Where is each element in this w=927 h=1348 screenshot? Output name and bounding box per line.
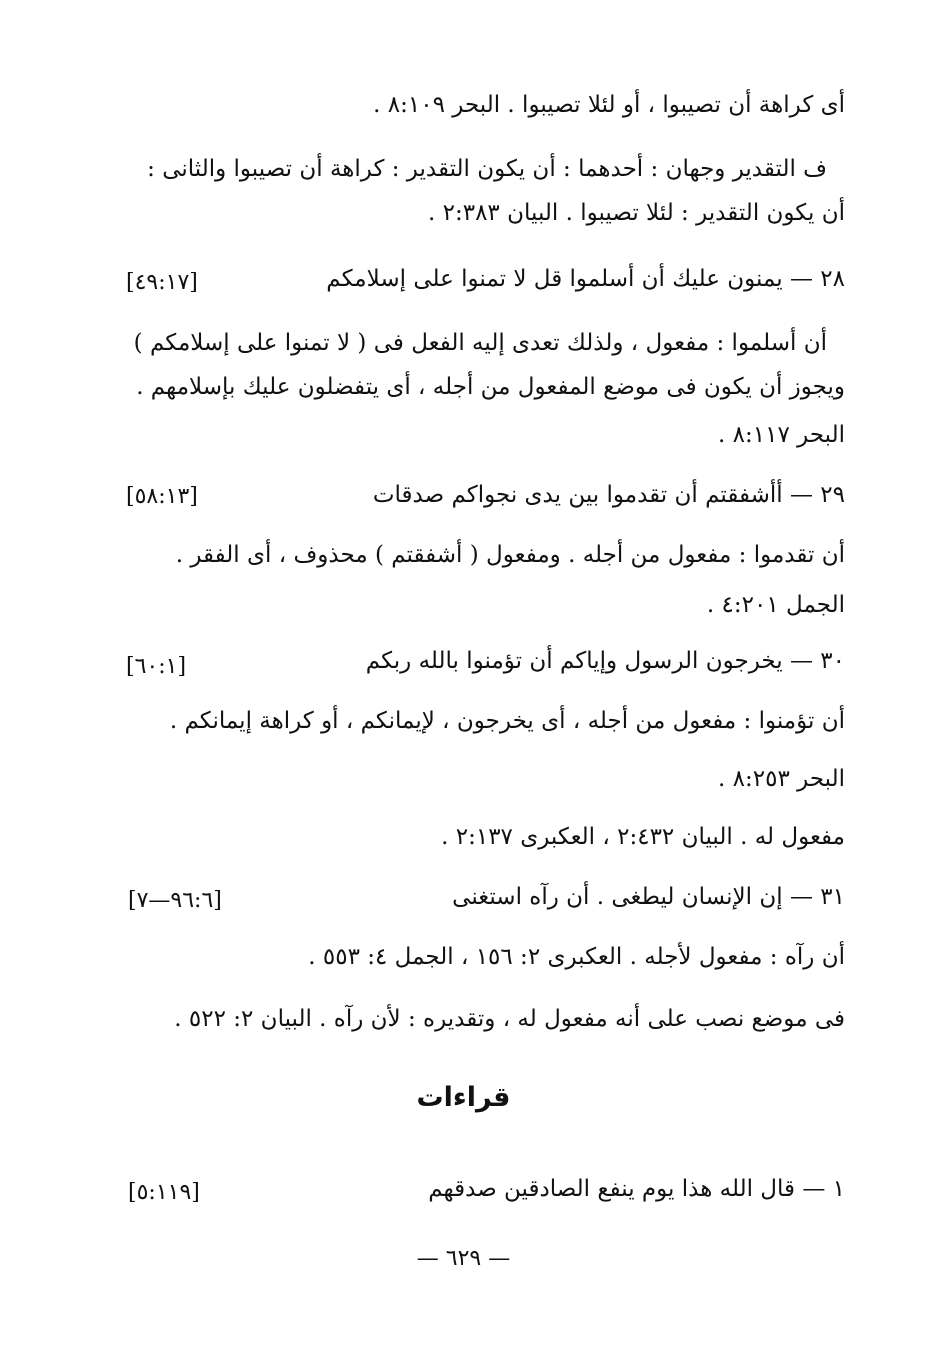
text-line: فى موضع نصب على أنه مفعول له ، وتقديره : لأن رآه . البيان ٢: ٥٢٢ .: [174, 1006, 845, 1032]
reading-1: ١ — قال الله هذا يوم ينفع الصادقين صدقهم: [428, 1176, 845, 1202]
verse-28: ٢٨ — يمنون عليك أن أسلموا قل لا تمنوا على إسلامكم: [326, 266, 845, 292]
verse-reference: [٤٩:١٧]: [126, 270, 198, 295]
text-line: أن رآه : مفعول لأجله . العكبرى ٢: ١٥٦ ، الجمل ٤: ٥٥٣ .: [308, 944, 845, 970]
verse-reference: [٩٦:٦—٧]: [128, 888, 222, 913]
verse-reference: [٦٠:١]: [126, 654, 187, 679]
text-line: البحر ٨:١١٧ .: [718, 422, 845, 448]
verse-29: ٢٩ — أأشفقتم أن تقدموا بين يدى نجواكم صدقات: [372, 482, 845, 508]
verse-30: ٣٠ — يخرجون الرسول وإياكم أن تؤمنوا بالله ربكم: [365, 648, 845, 674]
text-line: أن تقدموا : مفعول من أجله . ومفعول ( أشفقتم ) محذوف ، أى الفقر .: [175, 542, 845, 568]
text-line: أن تؤمنوا : مفعول من أجله ، أى يخرجون ، لإيمانكم ، أو كراهة إيمانكم .: [169, 708, 845, 734]
text-line: ويجوز أن يكون فى موضع المفعول من أجله ، أى يتفضلون عليك بإسلامهم .: [136, 374, 845, 400]
text-line: مفعول له . البيان ٢:٤٣٢ ، العكبرى ٢:١٣٧ .: [441, 824, 845, 850]
text-line: أن أسلموا : مفعول ، ولذلك تعدى إليه الفعل فى ( لا تمنوا على إسلامكم ): [133, 330, 827, 356]
text-line: الجمل ٤:٢٠١ .: [706, 592, 845, 618]
page-number: — ٦٢٩ —: [416, 1246, 511, 1271]
text-line: أن يكون التقدير : لئلا تصيبوا . البيان ٢:٣٨٣ .: [428, 200, 845, 226]
text-line: البحر ٨:٢٥٣ .: [718, 766, 845, 792]
text-line: ف التقدير وجهان : أحدهما : أن يكون التقدير : كراهة أن تصيبوا والثانى :: [147, 156, 827, 182]
verse-31: ٣١ — إن الإنسان ليطغى . أن رآه استغنى: [452, 884, 845, 910]
verse-reference: [٥٨:١٣]: [126, 484, 198, 509]
verse-reference: [٥:١١٩]: [128, 1180, 200, 1205]
section-heading: قراءات: [416, 1082, 511, 1113]
text-line: أى كراهة أن تصيبوا ، أو لئلا تصيبوا . البحر ٨:١٠٩ .: [373, 92, 845, 118]
